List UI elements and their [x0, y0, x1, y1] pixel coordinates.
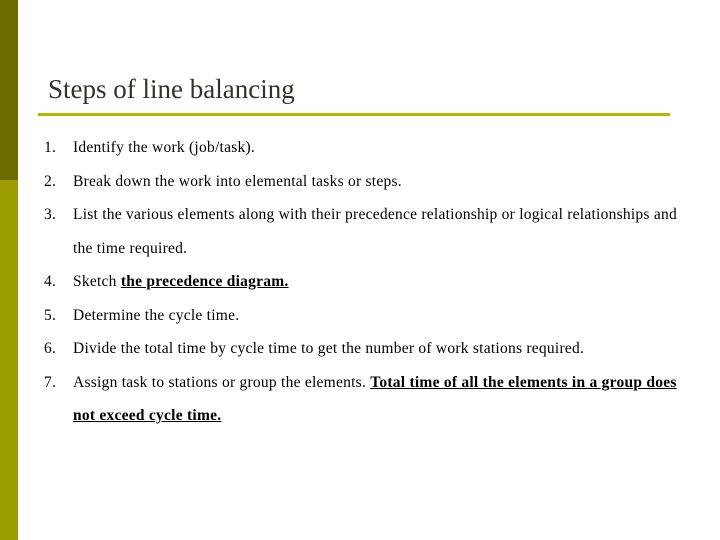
step-number: 7.: [44, 373, 57, 391]
step-number: 1.: [44, 139, 57, 156]
step-emphasis: the precedence diagram.: [120, 273, 289, 290]
title-divider: [38, 113, 670, 116]
step-text: [73, 131, 684, 165]
step-text-plain: Sketch: [73, 273, 121, 290]
step-emphasis: Total time of all the elements in a group does not exceed cycle time.: [73, 373, 677, 424]
slide-title: Steps of line balancing: [48, 74, 295, 104]
step-text: [73, 165, 684, 199]
step-text-plain: Assign task to stations or group the elements.: [73, 373, 371, 391]
step-number: 3.: [44, 206, 57, 223]
step-text: [73, 198, 684, 265]
step-text-plain: Determine the cycle time.: [73, 306, 240, 324]
steps-list: [44, 131, 684, 433]
accent-bar-top: [0, 0, 18, 180]
step-text: [73, 299, 684, 333]
accent-bar-bottom: [0, 180, 18, 540]
list-item: [44, 165, 684, 199]
list-item: [44, 332, 684, 366]
step-text-plain: Divide the total time by cycle time to get the number of work stations required.: [73, 340, 585, 357]
step-text-plain: Break down the work into elemental tasks or steps.: [73, 172, 402, 190]
step-text: [73, 265, 684, 299]
list-item: [44, 131, 684, 165]
list-item: [44, 198, 684, 265]
step-text-plain: List the various elements along with their precedence relationship or logical relationships and the time required.: [73, 206, 677, 257]
step-number: 4.: [44, 273, 57, 290]
step-text-plain: Identify the work (job/task).: [73, 139, 256, 156]
list-item: [44, 299, 684, 333]
step-text: [73, 332, 684, 366]
step-text: [73, 366, 684, 433]
list-item: [44, 366, 684, 433]
list-item: [44, 265, 684, 299]
step-number: 6.: [44, 340, 57, 357]
step-number: 2.: [44, 172, 57, 190]
step-number: 5.: [44, 306, 57, 324]
